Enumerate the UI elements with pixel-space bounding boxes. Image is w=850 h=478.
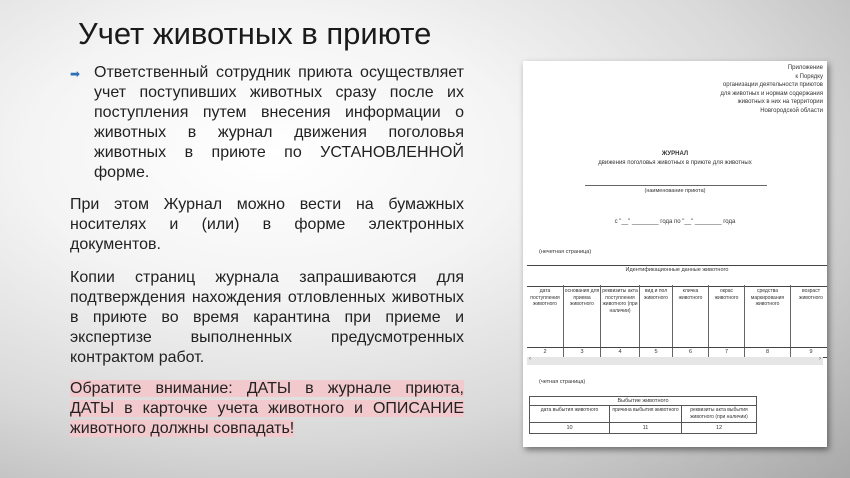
appendix-line: животных в них на территории [737,99,823,105]
column-header: возраст животного [799,288,823,301]
even-page-label: (четная страница) [539,379,586,385]
exit-column-header: реквизиты акта выбытия животного (при наличии) [690,407,748,420]
column-number: 2 [527,348,564,357]
exit-column-header: причина выбытия животного [610,406,682,422]
appendix-line: организации деятельности приютов [722,82,823,88]
appendix-line: Новгородской области [760,107,823,114]
column-header: вид и пол животного [640,285,673,347]
odd-page-label: (нечетная страница) [539,249,592,255]
exit-column-number: 10 [530,422,610,433]
column-number: 8 [745,348,791,357]
column-number: 9 [809,349,813,355]
column-header: дата поступления животного [527,285,564,347]
paragraph-journal-format: При этом Журнал можно вести на бумажных носителях и (или) в форме электронных документов. [70,196,464,253]
horizontal-scrollbar [527,357,823,365]
column-header: средства маркирования животного [745,285,791,347]
shelter-name-caption: (наименование приюта) [644,188,706,194]
arrow-right-icon: ➡ [70,67,81,81]
exit-table [529,396,757,434]
exit-table-header: Выбытие животного [530,397,756,406]
name-line [585,185,767,186]
journal-title: ЖУРНАЛ [661,151,689,157]
exit-column-header: дата выбытия животного [530,406,610,422]
column-header: реквизиты акта поступления животного (при наличии) [601,285,640,347]
paragraph-responsible-employee: Ответственный сотрудник приюта осуществляет учет поступивших животных сразу после их поступления путем внесения информации о животных в журнал движения поголовья животных в приюте по УСТАНОВЛЕННОЙ форме. [94,64,464,181]
column-number: 6 [673,348,709,357]
bullet-item [70,63,464,183]
column-header: окрас животного [709,285,745,347]
exit-column-number: 12 [682,422,756,433]
journal-subtitle: движения поголовья животных в приюте для животных [598,160,752,166]
scroll-left-icon: ‹ [529,356,531,362]
id-data-header: Идентификационные данные животного [527,265,827,287]
scroll-right-icon: › [819,356,821,362]
exit-table-columns [530,406,756,422]
column-number: 3 [564,348,601,357]
appendix-note [720,64,823,115]
highlighted-note: Обратите внимание: ДАТЫ в журнале приюта, ДАТЫ в карточке учета животного и ОПИСАНИЕ животного должны совпадать! [70,380,464,437]
paragraph-attention-note [70,379,464,439]
column-header: основания для приема животного [564,285,601,347]
appendix-line: к Порядку [795,73,823,80]
slide-title: Учет животных в приюте [78,16,432,51]
exit-table-numbers [530,422,756,433]
journal-columns [527,285,827,347]
column-number: 7 [709,348,745,357]
column-header: кличка животного [673,285,709,347]
appendix-line: для животных и нормам содержания [720,90,823,97]
exit-column-number: 11 [610,422,682,433]
journal-form-image [523,61,827,447]
column-number: 5 [640,348,673,357]
journal-period: с "__" ________ года по "__" ________ года [614,219,736,225]
slide-text [70,63,464,439]
paragraph-journal-copies: Копии страниц журнала запрашиваются для подтверждения нахождения отловленных животных в приюте во время карантина при приеме и экспертизе выполненных предусмотренных контрактом работ. [70,269,464,366]
appendix-line: Приложение [787,65,823,71]
column-number: 4 [601,348,640,357]
